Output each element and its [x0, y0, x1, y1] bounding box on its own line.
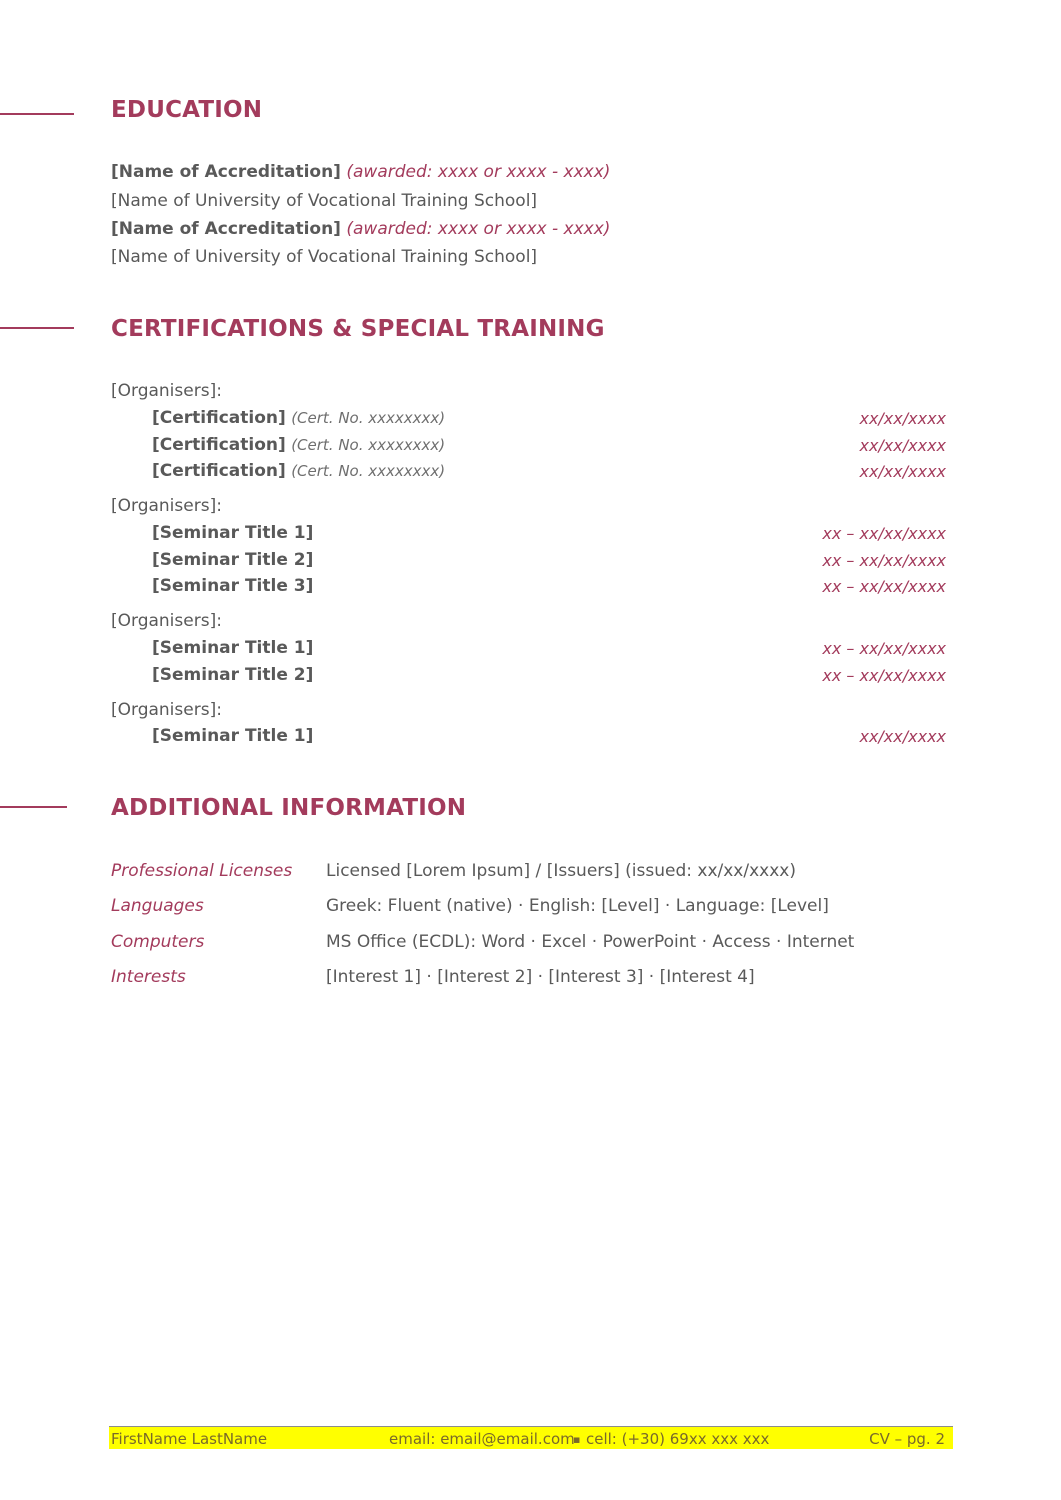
certification-item: [152, 461, 445, 481]
certification-item: [152, 435, 445, 455]
seminar-title: [Seminar Title 1]: [152, 726, 314, 746]
info-value-interests: [Interest 1] · [Interest 2] · [Interest 3] · [Interest 4]: [326, 967, 755, 987]
seminar-date: xx – xx/xx/xxxx: [822, 551, 946, 570]
accreditation-name: [Name of Accreditation]: [111, 162, 341, 182]
cert-number: (Cert. No. xxxxxxxx): [291, 462, 446, 480]
education-rule: [0, 113, 74, 115]
organiser-label: [Organisers]:: [111, 496, 222, 516]
seminar-date: xx – xx/xx/xxxx: [822, 666, 946, 685]
seminar-date: xx – xx/xx/xxxx: [822, 524, 946, 543]
seminar-title: [Seminar Title 3]: [152, 576, 314, 596]
cert-number: (Cert. No. xxxxxxxx): [291, 436, 446, 454]
footer-email: email: email@email.com: [389, 1430, 575, 1448]
certification-date: xx/xx/xxxx: [859, 462, 946, 481]
additional-heading: ADDITIONAL INFORMATION: [111, 795, 467, 821]
certification-title: [Certification]: [152, 435, 286, 455]
awarded-years: (awarded: xxxx or xxxx - xxxx): [346, 162, 611, 182]
cert-number: (Cert. No. xxxxxxxx): [291, 409, 446, 427]
seminar-date: xx – xx/xx/xxxx: [822, 639, 946, 658]
certification-date: xx/xx/xxxx: [859, 409, 946, 428]
seminar-title: [Seminar Title 2]: [152, 665, 314, 685]
certification-title: [Certification]: [152, 461, 286, 481]
seminar-title: [Seminar Title 1]: [152, 523, 314, 543]
footer-name: FirstName LastName: [111, 1430, 268, 1448]
certifications-heading: CERTIFICATIONS & SPECIAL TRAINING: [111, 316, 605, 342]
info-value-computers: MS Office (ECDL): Word · Excel · PowerPoint · Access · Internet: [326, 932, 855, 952]
seminar-date: xx – xx/xx/xxxx: [822, 577, 946, 596]
education-entry-2-title: [111, 219, 610, 239]
certification-title: [Certification]: [152, 408, 286, 428]
info-label-licenses: Professional Licenses: [111, 861, 293, 881]
info-label-interests: Interests: [111, 967, 186, 987]
organiser-label: [Organisers]:: [111, 700, 222, 720]
additional-rule: [0, 806, 67, 808]
page-footer: [109, 1426, 953, 1449]
footer-cell: cell: (+30) 69xx xxx xxx: [586, 1430, 770, 1448]
organiser-label: [Organisers]:: [111, 381, 222, 401]
accreditation-name: [Name of Accreditation]: [111, 219, 341, 239]
certifications-rule: [0, 327, 74, 329]
info-value-languages: Greek: Fluent (native) · English: [Level] · Language: [Level]: [326, 896, 829, 916]
seminar-date: xx/xx/xxxx: [859, 727, 946, 746]
certification-date: xx/xx/xxxx: [859, 436, 946, 455]
footer-separator: ▪: [573, 1433, 581, 1446]
footer-page: CV – pg. 2: [869, 1430, 945, 1448]
certification-item: [152, 408, 445, 428]
seminar-title: [Seminar Title 2]: [152, 550, 314, 570]
info-label-computers: Computers: [111, 932, 205, 952]
education-heading: EDUCATION: [111, 97, 263, 123]
education-entry-2-school: [Name of University of Vocational Training School]: [111, 247, 538, 267]
awarded-years: (awarded: xxxx or xxxx - xxxx): [346, 219, 611, 239]
organiser-label: [Organisers]:: [111, 611, 222, 631]
education-entry-1-title: [111, 162, 610, 182]
info-value-licenses: Licensed [Lorem Ipsum] / [Issuers] (issued: xx/xx/xxxx): [326, 861, 796, 881]
education-entry-1-school: [Name of University of Vocational Training School]: [111, 191, 538, 211]
seminar-title: [Seminar Title 1]: [152, 638, 314, 658]
info-label-languages: Languages: [111, 896, 204, 916]
